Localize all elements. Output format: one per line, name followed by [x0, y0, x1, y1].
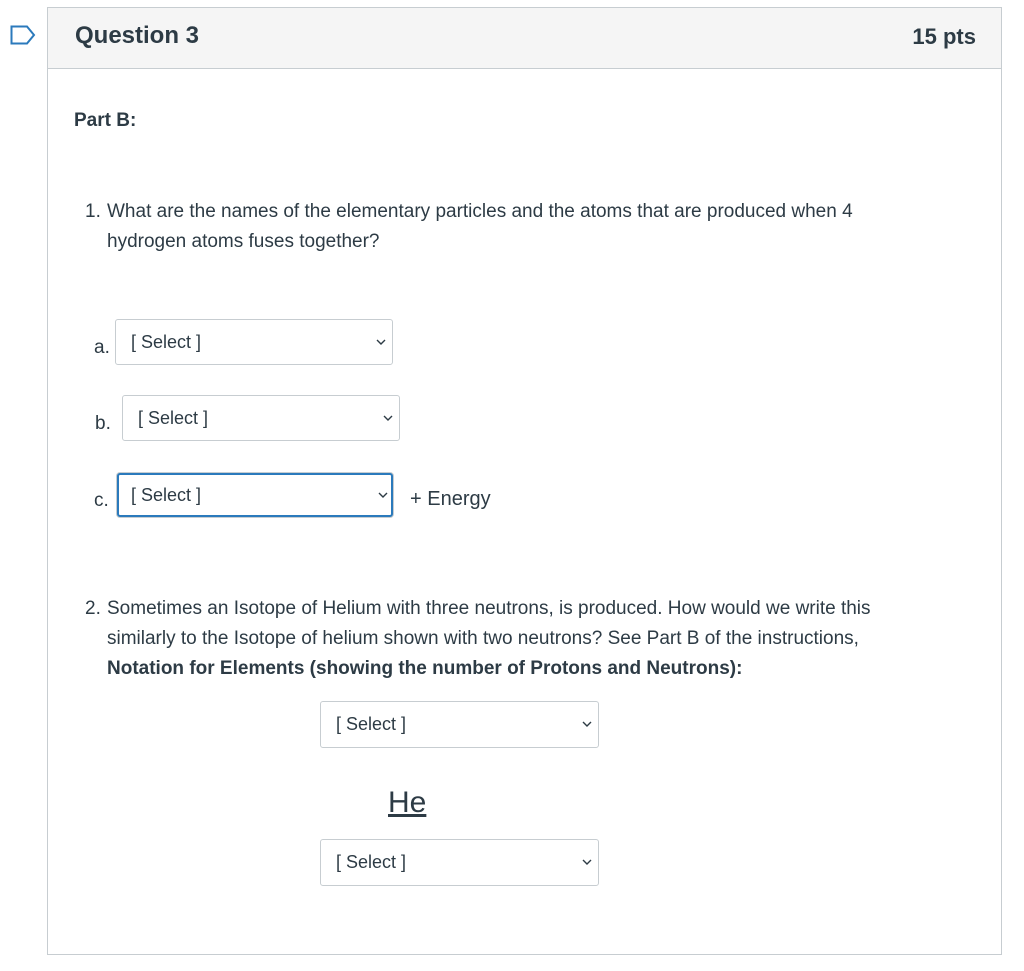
- item-b-select-value: [ Select ]: [138, 408, 209, 428]
- item-c-letter: c.: [94, 490, 109, 511]
- atomic-number-select[interactable]: [320, 839, 599, 886]
- question-card: [47, 7, 1002, 955]
- chevron-down-icon: [376, 338, 386, 346]
- question-2-text: [85, 594, 975, 684]
- element-symbol: He: [388, 786, 427, 819]
- item-c-select-value: [ Select ]: [131, 485, 202, 505]
- item-a-letter: a.: [94, 337, 110, 358]
- mass-number-select[interactable]: [320, 701, 599, 748]
- question-2-notation-heading: Notation for Elements (showing the number of Protons and Neutrons):: [107, 658, 743, 679]
- question-2-line2: similarly to the Isotope of helium shown with two neutrons? See Part B of the instructions,: [107, 628, 859, 649]
- atomic-number-select-value: [ Select ]: [336, 852, 407, 872]
- energy-label: + Energy: [410, 488, 491, 510]
- question-2-number: 2.: [85, 598, 101, 619]
- question-header: [48, 8, 1001, 69]
- item-b-select[interactable]: [122, 395, 400, 441]
- question-1-number: 1.: [85, 201, 101, 222]
- item-a-select[interactable]: [115, 319, 393, 365]
- mass-number-select-value: [ Select ]: [336, 714, 407, 734]
- question-2-line1: Sometimes an Isotope of Helium with three neutrons, is produced. How would we write this: [107, 598, 871, 619]
- item-b-letter: b.: [95, 413, 111, 434]
- question-title: Question 3: [75, 22, 200, 49]
- question-points: 15 pts: [912, 24, 976, 49]
- flag-question-icon[interactable]: [10, 25, 36, 45]
- chevron-down-icon: [378, 491, 388, 499]
- question-1-text: [85, 197, 945, 257]
- item-c-select[interactable]: [117, 473, 393, 517]
- chevron-down-icon: [582, 858, 592, 866]
- chevron-down-icon: [582, 720, 592, 728]
- question-1-line1: What are the names of the elementary particles and the atoms that are produced when 4: [107, 201, 853, 222]
- item-a-select-value: [ Select ]: [131, 332, 202, 352]
- question-1-line2: hydrogen atoms fuses together?: [107, 231, 380, 252]
- part-label: Part B:: [74, 110, 137, 131]
- chevron-down-icon: [383, 414, 393, 422]
